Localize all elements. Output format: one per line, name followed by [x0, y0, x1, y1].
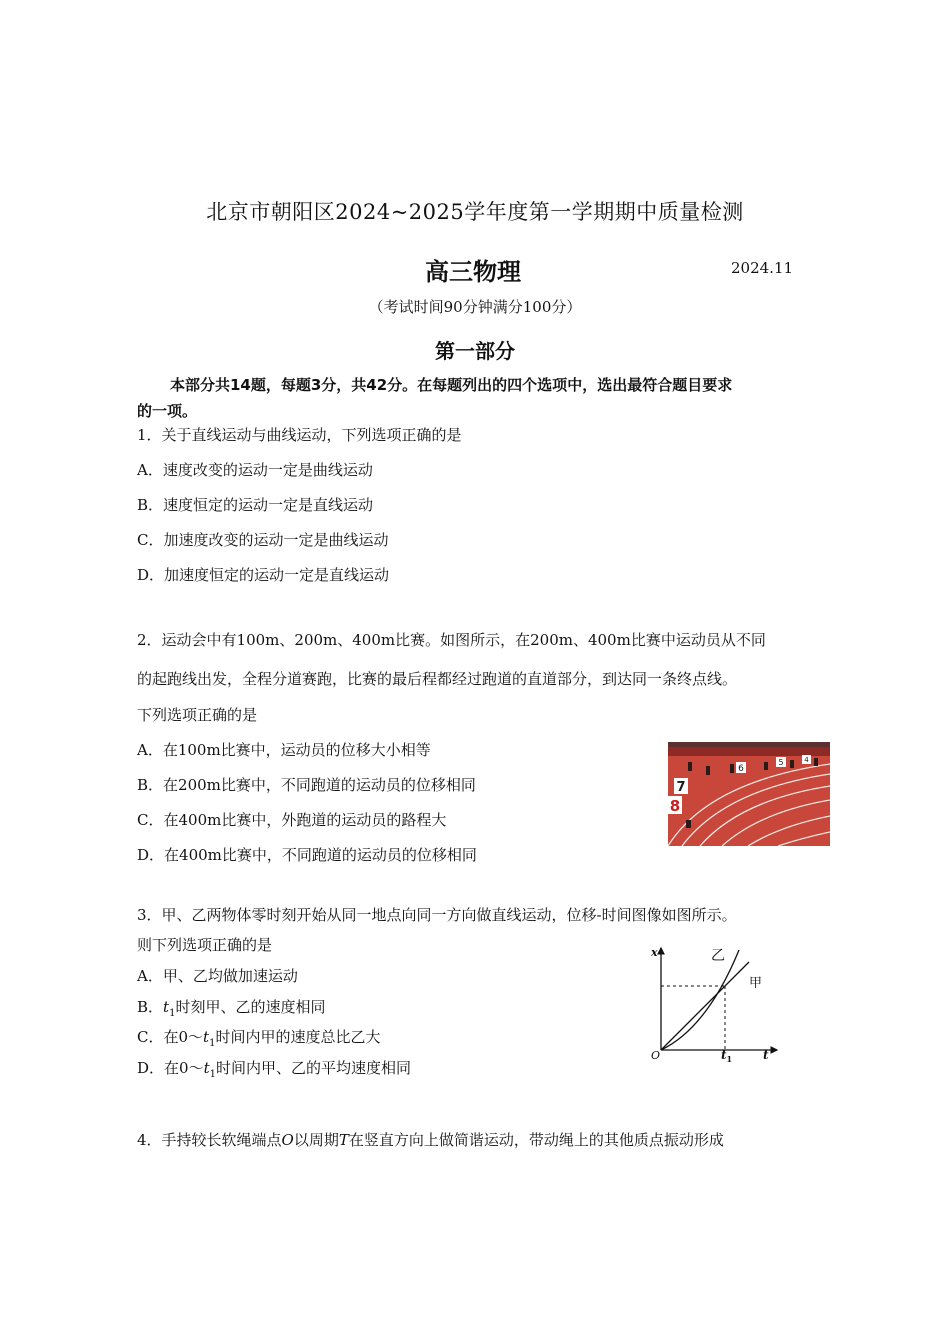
lane-number-6: 6 [738, 764, 744, 774]
position-time-graph [645, 938, 785, 1062]
running-track-photo [668, 742, 830, 846]
exam-date: 2024.11 [731, 259, 794, 277]
question-3-option-a: A．甲、乙均做加速运动 [137, 967, 298, 985]
question-1-option-a: A．速度改变的运动一定是曲线运动 [137, 461, 373, 479]
question-1-stem: 1．关于直线运动与曲线运动，下列选项正确的是 [137, 426, 462, 444]
part-intro-line1: 本部分共14题，每题3分，共42分。在每题列出的四个选项中，选出最符合题目要求 [170, 376, 733, 394]
question-2-option-d: D．在400m比赛中，不同跑道的运动员的位移相同 [137, 846, 477, 864]
question-2-option-b: B．在200m比赛中，不同跑道的运动员的位移相同 [137, 776, 476, 794]
question-2-stem-line2: 的起跑线出发，全程分道赛跑，比赛的最后程都经过跑道的直道部分，到达同一条终点线。 [137, 670, 738, 688]
question-2-option-c: C．在400m比赛中，外跑道的运动员的路程大 [137, 811, 447, 829]
curve-yi [661, 950, 739, 1050]
label-jia: 甲 [749, 976, 763, 991]
question-1-option-d: D．加速度恒定的运动一定是直线运动 [137, 566, 390, 584]
y-axis-label: x [651, 946, 658, 959]
origin-label: O [651, 1049, 661, 1062]
question-2-option-a: A．在100m比赛中，运动员的位移大小相等 [137, 741, 431, 759]
question-2-stem-line3: 下列选项正确的是 [137, 706, 258, 724]
x-axis-label: t [763, 1048, 769, 1062]
label-yi: 乙 [711, 948, 725, 964]
exam-title: 北京市朝阳区2024~2025学年度第一学期期中质量检测 [206, 200, 744, 224]
question-3-option-b: B．$t_1$时刻甲、乙的速度相同 [137, 998, 326, 1019]
subject-title: 高三物理 [425, 258, 521, 286]
lane-number-8: 8 [669, 797, 681, 815]
part-title: 第一部分 [435, 339, 515, 363]
question-3-option-d: D．在$0\sim t_1$时间内甲、乙的平均速度相同 [137, 1059, 411, 1080]
question-1-option-b: B．速度恒定的运动一定是直线运动 [137, 496, 374, 514]
exam-info: （考试时间90分钟满分100分） [368, 298, 582, 316]
question-3-stem-line1: 3．甲、乙两物体零时刻开始从同一地点向同一方向做直线运动，位移-时间图像如图所示。 [137, 906, 737, 924]
line-jia [661, 962, 749, 1050]
question-2-stem-line1: 2．运动会中有100m、200m、400m比赛。如图所示，在200m、400m比赛中运动员从不同 [137, 631, 766, 649]
t1-label: $t_1$ [721, 1048, 733, 1062]
question-1-option-c: C．加速度改变的运动一定是曲线运动 [137, 531, 389, 549]
question-3-stem-line2: 则下列选项正确的是 [137, 936, 273, 954]
lane-number-4: 4 [804, 756, 809, 764]
lane-number-7: 7 [676, 780, 686, 795]
question-4-stem: 4．手持较长软绳端点O以周期T在竖直方向上做简谐运动，带动绳上的其他质点振动形成 [137, 1131, 724, 1149]
lane-number-5: 5 [778, 758, 784, 767]
question-3-option-c: C．在$0\sim t_1$时间内甲的速度总比乙大 [137, 1028, 381, 1049]
part-intro-line2: 的一项。 [137, 402, 198, 420]
